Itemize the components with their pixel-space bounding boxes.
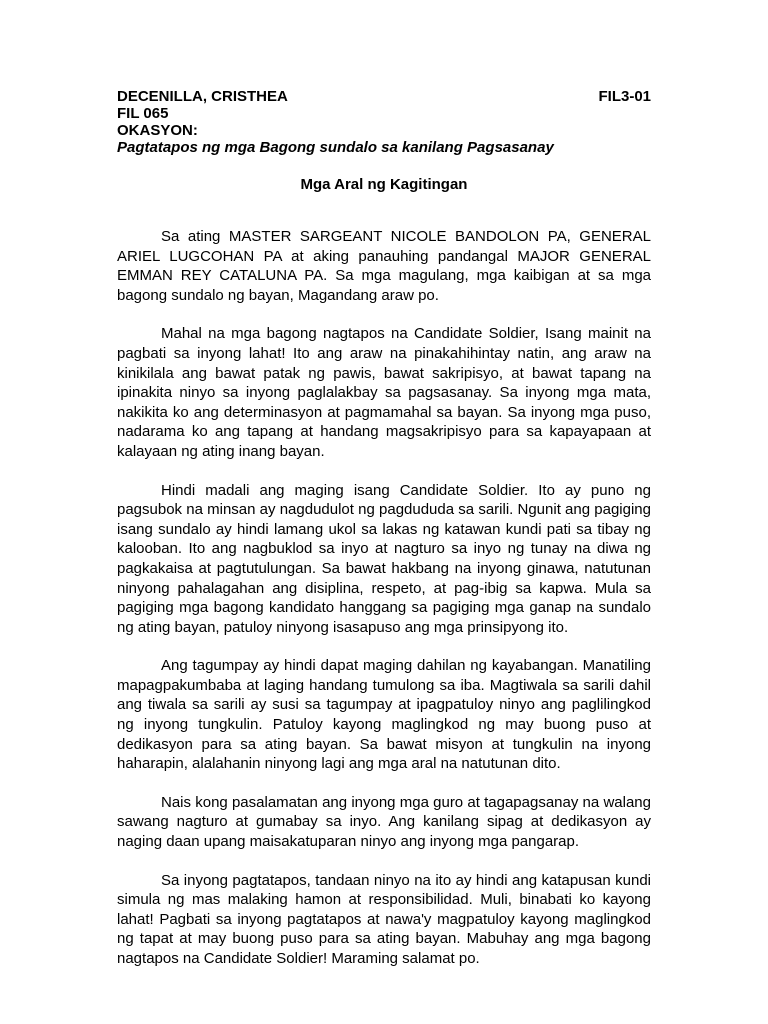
speech-body: [117, 227, 651, 969]
paragraph: Hindi madali ang maging isang Candidate Soldier. Ito ay puno ng pagsubok na minsan ay nagdudulot ng pagdududa sa sarili. Ngunit ang pagiging isang sundalo ay hindi lamang ukol sa lakas ng katawan kundi pati sa tibay ng kalooban. Ito ang nagbuklod sa inyo at nagturo sa inyo ng tunay na diwa ng pagkakaisa at pagtutulungan. Sa bawat hakbang na inyong ginawa, natutunan ninyong pahalagahan ang disiplina, respeto, at pag-ibig sa kapwa. Mula sa pagiging mga bagong kandidato hanggang sa pagiging mga ganap na sundalo ng ating bayan, patuloy ninyong isasapuso ang mga prinsipyong ito.: [117, 481, 651, 636]
paragraph: Ang tagumpay ay hindi dapat maging dahilan ng kayabangan. Manatiling mapagpakumbaba at laging handang tumulong sa iba. Magtiwala sa sarili dahil ang tiwala sa sarili ay susi sa tagumpay at ipagpatuloy ninyo ang paglilingkod ng inyong tungkulin. Patuloy kayong maglingkod ng may buong puso at dedikasyon para sa ating bayan. Sa bawat misyon at tungkulin na inyong haharapin, alalahanin ninyong lagi ang mga aral na natutunan dito.: [117, 657, 651, 773]
paragraph: Nais kong pasalamatan ang inyong mga guro at tagapagsanay na walang sawang nagturo at gumabay sa inyo. Ang kanilang sipag at dedikasyon ay naging daan upang maisakatuparan ninyo ang inyong mga pangarap.: [117, 793, 651, 851]
paragraph: Mahal na mga bagong nagtapos na Candidate Soldier, Isang mainit na pagbati sa inyong lahat! Ito ang araw na pinakahihintay natin, ang araw na kinikilala ang bawat patak ng pawis, bawat sakripisyo, at bawat tapang na ipinakita ninyo sa inyong paglalakbay sa pagsasanay. Sa inyong mga mata, nakikita ko ang determinasyon at pagmamahal sa bayan. Sa inyong mga puso, nadarama ko ang tapang at handang magsakripisyo para sa kapayapaan at kalayaan ng ating inang bayan.: [117, 325, 651, 460]
section-code: FIL3-01: [598, 88, 651, 105]
header-author-line: [117, 88, 651, 105]
occasion-label: OKASYON:: [117, 122, 198, 139]
occasion-text: Pagtatapos ng mga Bagong sundalo sa kanilang Pagsasanay: [117, 139, 554, 156]
document-page: [117, 88, 651, 988]
course-code: FIL 065: [117, 105, 169, 122]
paragraph: Sa ating MASTER SARGEANT NICOLE BANDOLON PA, GENERAL ARIEL LUGCOHAN PA at aking panauhing pandangal MAJOR GENERAL EMMAN REY CATALUNA PA. Sa mga magulang, mga kaibigan at sa mga bagong sundalo ng bayan, Magandang araw po.: [117, 228, 651, 304]
paragraph: Sa inyong pagtatapos, tandaan ninyo na ito ay hindi ang katapusan kundi simula ng mas malaking hamon at responsibilidad. Muli, binabati ko kayong lahat! Pagbati sa inyong pagtatapos at nawa'y magpatuloy kayong maglingkod ng tapat at may buong puso para sa ating bayan. Mabuhay ang mga bagong nagtapos na Candidate Soldier! Maraming salamat po.: [117, 871, 651, 967]
speech-title: Mga Aral ng Kagitingan: [300, 176, 468, 193]
author-name: DECENILLA, CRISTHEA: [117, 88, 288, 105]
